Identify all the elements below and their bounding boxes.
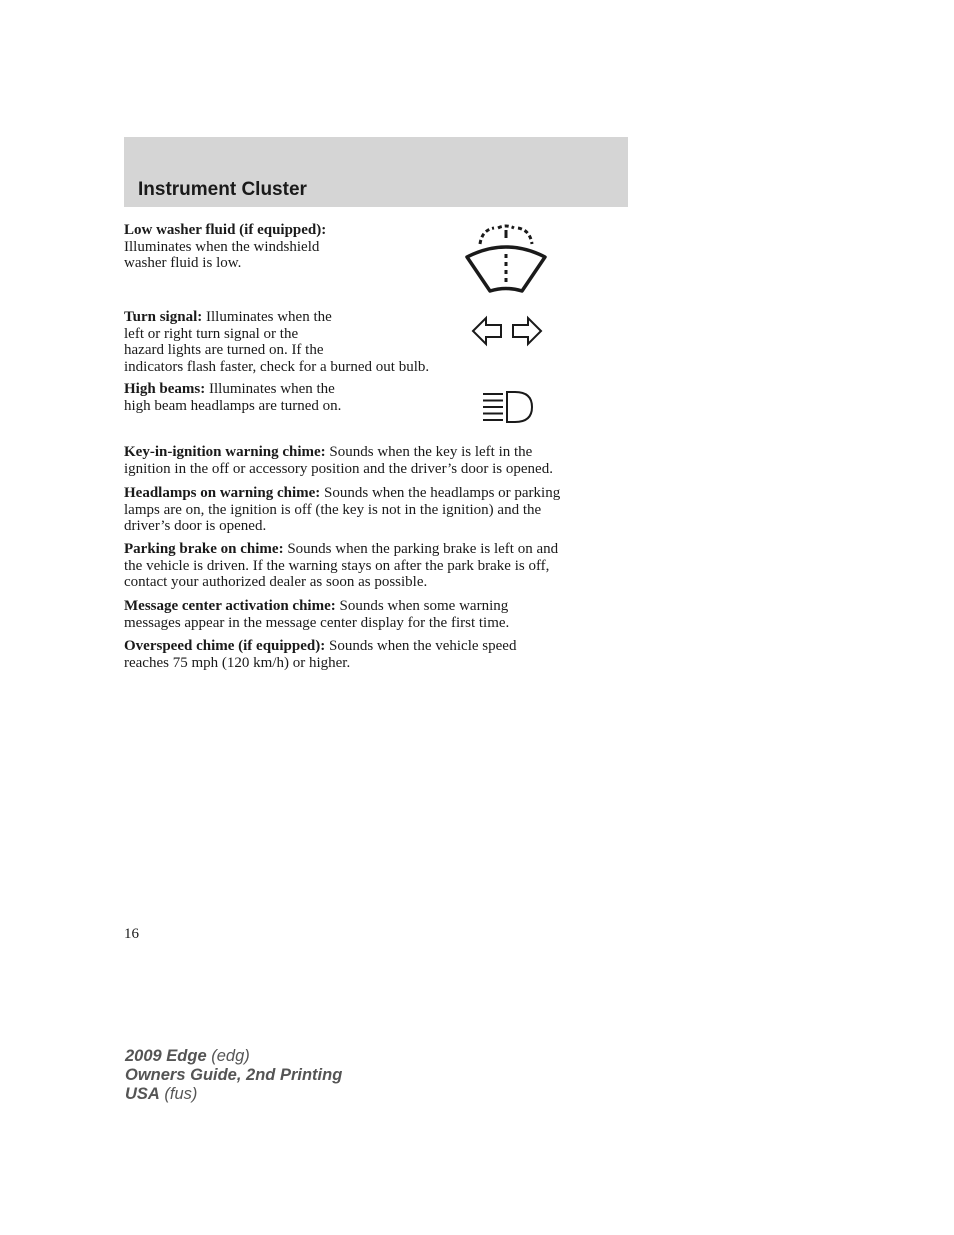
- section-title: Instrument Cluster: [138, 179, 307, 200]
- term-message-center-chime: Message center activation chime:: [124, 598, 336, 614]
- turn-signal-description: Turn signal: Illuminates when the left or right turn signal or the hazard lights are turned on. If the indicators flash faster, check for a burned out bulb.: [124, 309, 430, 375]
- term-high-beams: High beams:: [124, 381, 206, 397]
- term-parking-brake-chime: Parking brake on chime:: [124, 541, 284, 557]
- footer-publication-info: 2009 Edge (edg) Owners Guide, 2nd Printing USA (fus): [125, 1047, 343, 1103]
- parking-brake-chime-description: Parking brake on chime: Sounds when the parking brake is left on and the vehicle is driven. If the warning stays on after the park brake is off, contact your authorized dealer as soon as possible.: [124, 541, 559, 590]
- term-overspeed-chime: Overspeed chime (if equipped):: [124, 638, 326, 654]
- high-beams-description: High beams: Illuminates when the high beam headlamps are turned on.: [124, 381, 342, 414]
- high-beam-icon: [481, 390, 535, 424]
- section-header: [124, 137, 628, 207]
- key-in-ignition-chime-description: Key-in-ignition warning chime: Sounds when the key is left in the ignition in the off or accessory position and the driver’s door is opened.: [124, 444, 553, 477]
- turn-signal-icon: [471, 315, 543, 347]
- low-washer-fluid-description: Low washer fluid (if equipped): Illuminates when the windshield washer fluid is low.: [124, 222, 327, 271]
- term-turn-signal: Turn signal:: [124, 309, 203, 325]
- message-center-chime-description: Message center activation chime: Sounds when some warning messages appear in the message center display for the first time.: [124, 598, 510, 631]
- term-key-in-ignition-chime: Key-in-ignition warning chime:: [124, 444, 326, 460]
- headlamps-on-chime-description: Headlamps on warning chime: Sounds when the headlamps or parking lamps are on, the ignition is off (the key is not in the ignition) and the driver’s door is opened.: [124, 485, 561, 534]
- term-low-washer-fluid: Low washer fluid (if equipped):: [124, 222, 327, 238]
- overspeed-chime-description: Overspeed chime (if equipped): Sounds when the vehicle speed reaches 75 mph (120 km/h) or higher.: [124, 638, 517, 671]
- term-headlamps-on-chime: Headlamps on warning chime:: [124, 485, 321, 501]
- page-number: 16: [124, 926, 139, 942]
- washer-fluid-icon: [462, 224, 550, 296]
